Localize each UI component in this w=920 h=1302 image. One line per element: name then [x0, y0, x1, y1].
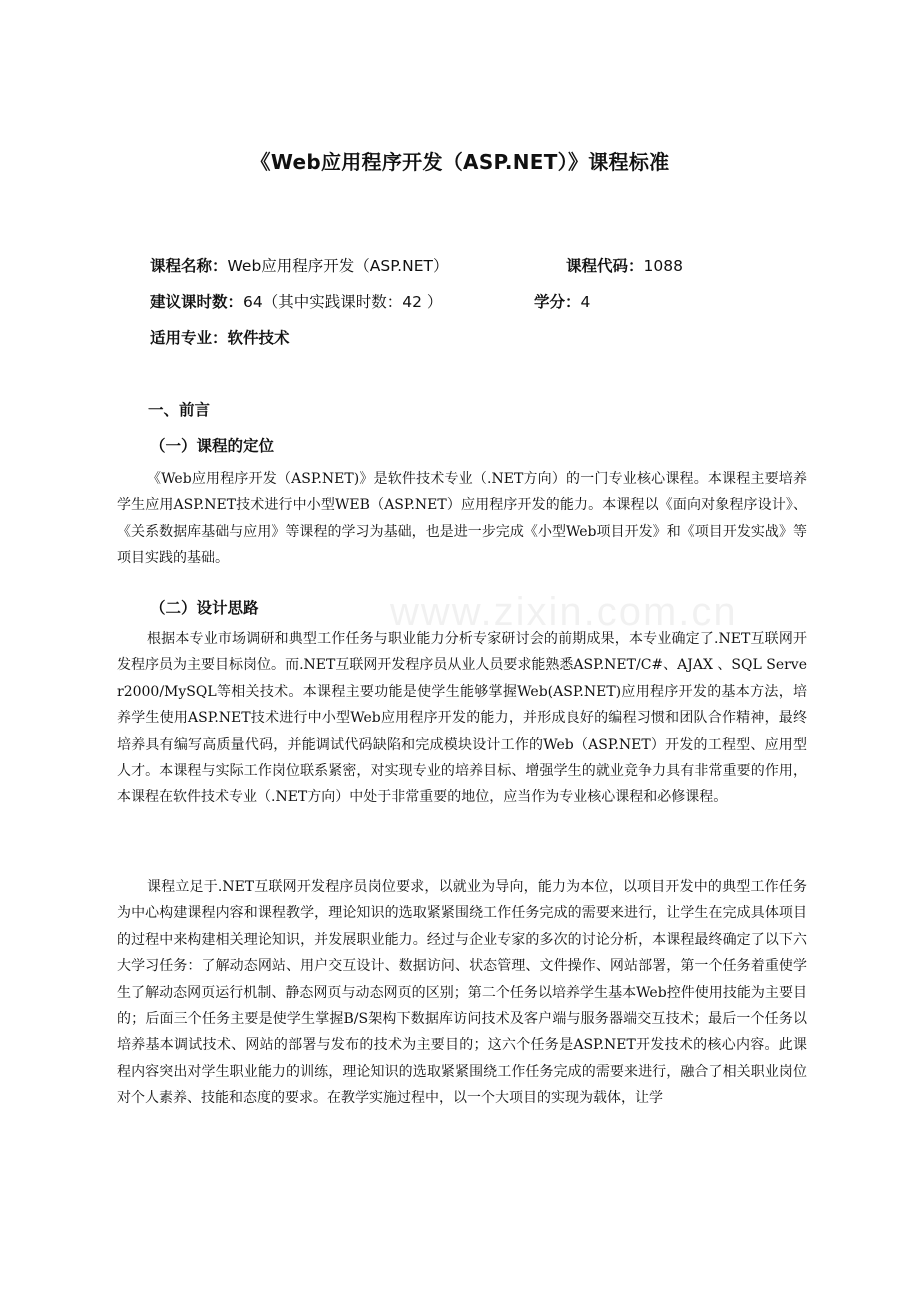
major-label: 适用专业： [150, 329, 228, 347]
course-name-value: Web应用程序开发（ASP.NET） [227, 257, 449, 275]
course-name-row [150, 254, 448, 276]
credits-row [534, 290, 590, 312]
course-code-value: 1088 [643, 257, 683, 275]
hours-value: 64（其中实践课时数：42 ） [243, 293, 443, 311]
credits-value: 4 [580, 293, 591, 311]
paragraph-positioning: 《Web应用程序开发（ASP.NET)》是软件技术专业（.NET方向）的一门专业核心课程。本课程主要培养学生应用ASP.NET技术进行中小型WEB（ASP.NET）应用程序开发的能力。本课程以《面向对象程序设计》、《关系数据库基础与应用》等课程的学习为基础，也是进一步完成《小型Web项目开发》和《项目开发实战》等项目实践的基础。 [117, 471, 807, 567]
course-code-row [566, 254, 683, 276]
major-value: 软件技术 [227, 329, 290, 347]
watermark: www.zixin.com.cn [390, 590, 738, 634]
paragraph-design-1: 根据本专业市场调研和典型工作任务与职业能力分析专家研讨会的前期成果，本专业确定了.NET互联网开发程序员为主要目标岗位。而.NET互联网开发程序员从业人员要求能熟悉ASP.NET/C#、AJAX 、SQL Server2000/MySQL等相关技术。本课程主要功能是使学生能够掌握Web(ASP.NET)应用程序开发的基本方法，培养学生使用ASP.NET技术进行中小型Web应用程序开发的能力，并形成良好的编程习惯和团队合作精神，最终培养具有编写高质量代码，并能调试代码缺陷和完成模块设计工作的Web（ASP.NET）开发的工程型、应用型人才。本课程与实际工作岗位联系紧密，对实现专业的培养目标、增强学生的就业竞争力具有非常重要的作用，本课程在软件技术专业（.NET方向）中处于非常重要的地位，应当作为专业核心课程和必修课程。 [117, 631, 807, 806]
course-name-label: 课程名称： [150, 257, 228, 275]
document-title: 《Web应用程序开发（ASP.NET）》课程标准 [250, 150, 670, 174]
section-heading-preface: 一、前言 [148, 401, 211, 419]
subsection-heading-positioning: （一）课程的定位 [150, 437, 275, 455]
hours-label: 建议课时数： [150, 293, 244, 311]
credits-label: 学分： [534, 293, 581, 311]
subsection-heading-design: （二）设计思路 [150, 599, 259, 617]
hours-row [150, 290, 442, 312]
paragraph-design-2: 课程立足于.NET互联网开发程序员岗位要求，以就业为导向，能力为本位，以项目开发中的典型工作任务为中心构建课程内容和课程教学，理论知识的选取紧紧围绕工作任务完成的需要来进行，让学生在完成具体项目的过程中来构建相关理论知识，并发展职业能力。经过与企业专家的多次的讨论分析，本课程最终确定了以下六大学习任务：了解动态网站、用户交互设计、数据访问、状态管理、文件操作、网站部署，第一个任务着重使学生了解动态网页运行机制、静态网页与动态网页的区别；第二个任务以培养学生基本Web控件使用技能为主要目的；后面三个任务主要是使学生掌握B/S架构下数据库访问技术及客户端与服务器端交互技术；最后一个任务以培养基本调试技术、网站的部署与发布的技术为主要目的；这六个任务是ASP.NET开发技术的核心内容。此课程内容突出对学生职业能力的训练，理论知识的选取紧紧围绕工作任务完成的需要来进行，融合了相关职业岗位对个人素养、技能和态度的要求。在教学实施过程中，以一个大项目的实现为载体，让学 [117, 879, 807, 1107]
major-row [150, 326, 290, 348]
course-code-label: 课程代码： [566, 257, 644, 275]
